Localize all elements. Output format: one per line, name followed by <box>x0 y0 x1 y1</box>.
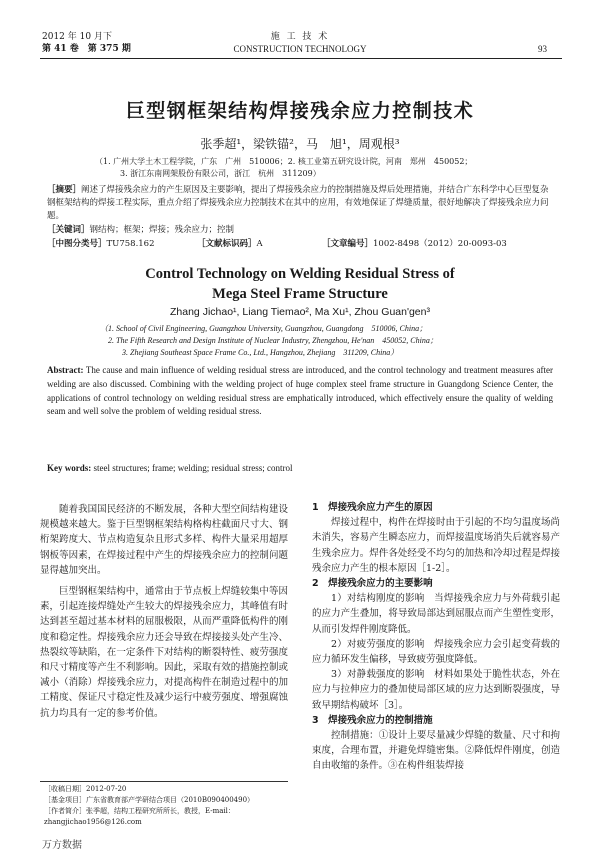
footnote-author: ［作者简介］张季超，结构工程研究所所长，教授，E-mail： <box>44 807 235 815</box>
body-right-column <box>312 500 560 774</box>
intro-paragraph-2: 巨型钢框架结构中，通常由于节点板上焊缝较集中等因素，引起连接焊缝处产生较大的焊接残余应力，其峰值有时达到甚至超过基本材料的屈服极限，从而严重降低构件的刚度和稳定性。焊接残余应力还会导致在焊接接头处产生冷、热裂纹等缺陷，在一定条件下对结构的断裂特性、疲劳强度和尺寸精度等产生不利影响。因此，采取有效的措施控制或减小（消除）焊接残余应力，对提高构件在制造过程中的加工精度、保证尺寸稳定性及减少运行中疲劳强度、增强腐蚀抗力均具有一定的参考价值。 <box>40 586 288 719</box>
header-journal-en: CONSTRUCTION TECHNOLOGY <box>233 44 367 54</box>
header-volume: 第 41 卷 第 375 期 <box>42 44 131 54</box>
watermark-wanfang: 万方数据 <box>42 840 82 851</box>
intro-paragraph-1: 随着我国国民经济的不断发展，各种大型空间结构建设规模越来越大。鉴于巨型钢框架结构格构柱截面尺寸大、钢桁架跨度大、节点构造复杂且形式多样、构件大量采用超厚钢板等因素，在焊接过程中产生的焊接残余应力的控制问题显得越加突出。 <box>40 504 288 576</box>
body-left-column <box>40 502 288 721</box>
abstract-cn-label: ［摘要］ <box>47 185 82 195</box>
keywords-english <box>47 463 553 473</box>
abstract-en-text: The cause and main influence of welding residual stress are introduced, and the control technology and treatment measures after welding are also discussed. Combining with the welding project of huge complex steel frame structure in Guangdong Science Center, the applications of control technology on welding residual stress are emphatically introduced, which effectively ensure the quality of welding seam and well solve the problem of welding residual stress. <box>47 365 553 417</box>
keywords-chinese <box>47 224 553 237</box>
affiliation-cn-line-2: 3. 浙江东南网架股份有限公司，浙江 杭州 311209） <box>120 169 321 178</box>
title-english-line-2: Mega Steel Frame Structure <box>212 286 388 302</box>
footnote-received-date: ［收稿日期］2012-07-20 <box>44 785 127 793</box>
abstract-chinese <box>47 184 553 223</box>
doc-code-label: ［文献标识码］ <box>197 239 257 249</box>
keywords-en-text: steel structures; frame; welding; residual stress; control <box>93 463 293 473</box>
doc-code-value: A <box>256 239 263 249</box>
section-3-heading: 3 焊接残余应力的控制措施 <box>312 714 433 726</box>
section-2-paragraph-1: 1）对结构刚度的影响 当焊接残余应力与外荷载引起的应力产生叠加，将导致局部达到屈服点而产生塑性变形，从而引发焊件刚度降低。 <box>312 593 560 635</box>
article-number-label: ［文章编号］ <box>322 239 374 249</box>
keywords-cn-label: ［关键词］ <box>47 225 90 235</box>
abstract-english <box>47 364 553 419</box>
header-date: 2012 年 10 月下 <box>42 32 112 42</box>
section-2-heading: 2 焊接残余应力的主要影响 <box>312 578 433 590</box>
affiliation-en-line-1: （1. School of Civil Engineering, Guangzhou University, Guangzhou, Guangdong 510006, China； <box>100 324 428 333</box>
authors-english: Zhang Jichao¹, Liang Tiemao², Ma Xu¹, Zhou Guan'gen³ <box>170 306 430 318</box>
classification-row <box>47 237 553 250</box>
clc-label: ［中图分类号］ <box>47 239 107 249</box>
title-chinese: 巨型钢框架结构焊接残余应力控制技术 <box>125 100 475 122</box>
section-1-heading: 1 焊接残余应力产生的原因 <box>312 502 433 513</box>
abstract-cn-text: 阐述了焊接残余应力的产生原因及主要影响，提出了焊接残余应力的控制措施及焊后处理措施，并结合广东科学中心巨型复杂钢框架结构的焊接工程实际，重点介绍了焊接残余应力控制技术在其中的应用，有效地保证了焊缝质量，很好地解决了焊接残余应力问题。 <box>47 185 549 221</box>
section-3-paragraph: 控制措施：①设计上要尽量减少焊缝的数量、尺寸和拘束度，合理布置，并避免焊缝密集。②降低焊件刚度，创造自由收缩的条件。③在构件组装焊接 <box>312 730 560 772</box>
keywords-en-label: Key words: <box>47 463 92 473</box>
footnote-fund: ［基金项目］广东省教育部产学研结合项目（2010B090400490） <box>44 796 255 804</box>
header-rule <box>40 58 562 59</box>
section-1-paragraph: 焊接过程中，构件在焊接时由于引起的不均匀温度场尚未消失，容易产生瞬态应力，而焊接温度场消失后就容易产生残余应力。焊件各处经受不均匀的加热和冷却过程是焊接残余应力产生的根本原因［1-2］。 <box>312 517 560 574</box>
title-english <box>0 264 600 304</box>
clc-value: TU758.162 <box>106 239 155 249</box>
footnote-rule <box>40 781 288 782</box>
article-number-value: 1002-8498（2012）20-0093-03 <box>373 239 507 249</box>
keywords-cn-text: 钢结构；框架；焊接；残余应力；控制 <box>89 225 235 235</box>
abstract-en-label: Abstract: <box>47 365 84 375</box>
section-2-paragraph-3: 3）对静载强度的影响 材料如果处于脆性状态，外在应力与拉伸应力的叠加使局部区域的应力达到断裂强度，导致早期结构破坏［3］。 <box>312 669 560 711</box>
header-journal-cn: 施 工 技 术 <box>270 32 330 42</box>
affiliation-en-line-3: 3. Zhejiang Southeast Space Frame Co., Ltd., Hangzhou, Zhejiang 311209, China） <box>122 348 399 357</box>
section-2-paragraph-2: 2）对疲劳强度的影响 焊接残余应力会引起变荷载的应力循环发生偏移，导致疲劳强度降低。 <box>312 638 560 666</box>
footnote-email: zhangjichao1956@126.com <box>44 818 142 826</box>
header-page-number: 93 <box>538 44 547 54</box>
authors-chinese: 张季超¹，梁铁锚²，马 旭¹，周观根³ <box>200 137 400 151</box>
affiliation-en-line-2: 2. The Fifth Research and Design Institute of Nuclear Industry, Zhengzhou, He'nan 450052, China； <box>108 336 438 345</box>
affiliation-cn-line-1: （1. 广州大学土木工程学院，广东 广州 510006；2. 核工业第五研究设计院，河南 郑州 450052； <box>95 157 473 166</box>
title-english-line-1: Control Technology on Welding Residual Stress of <box>145 266 455 282</box>
